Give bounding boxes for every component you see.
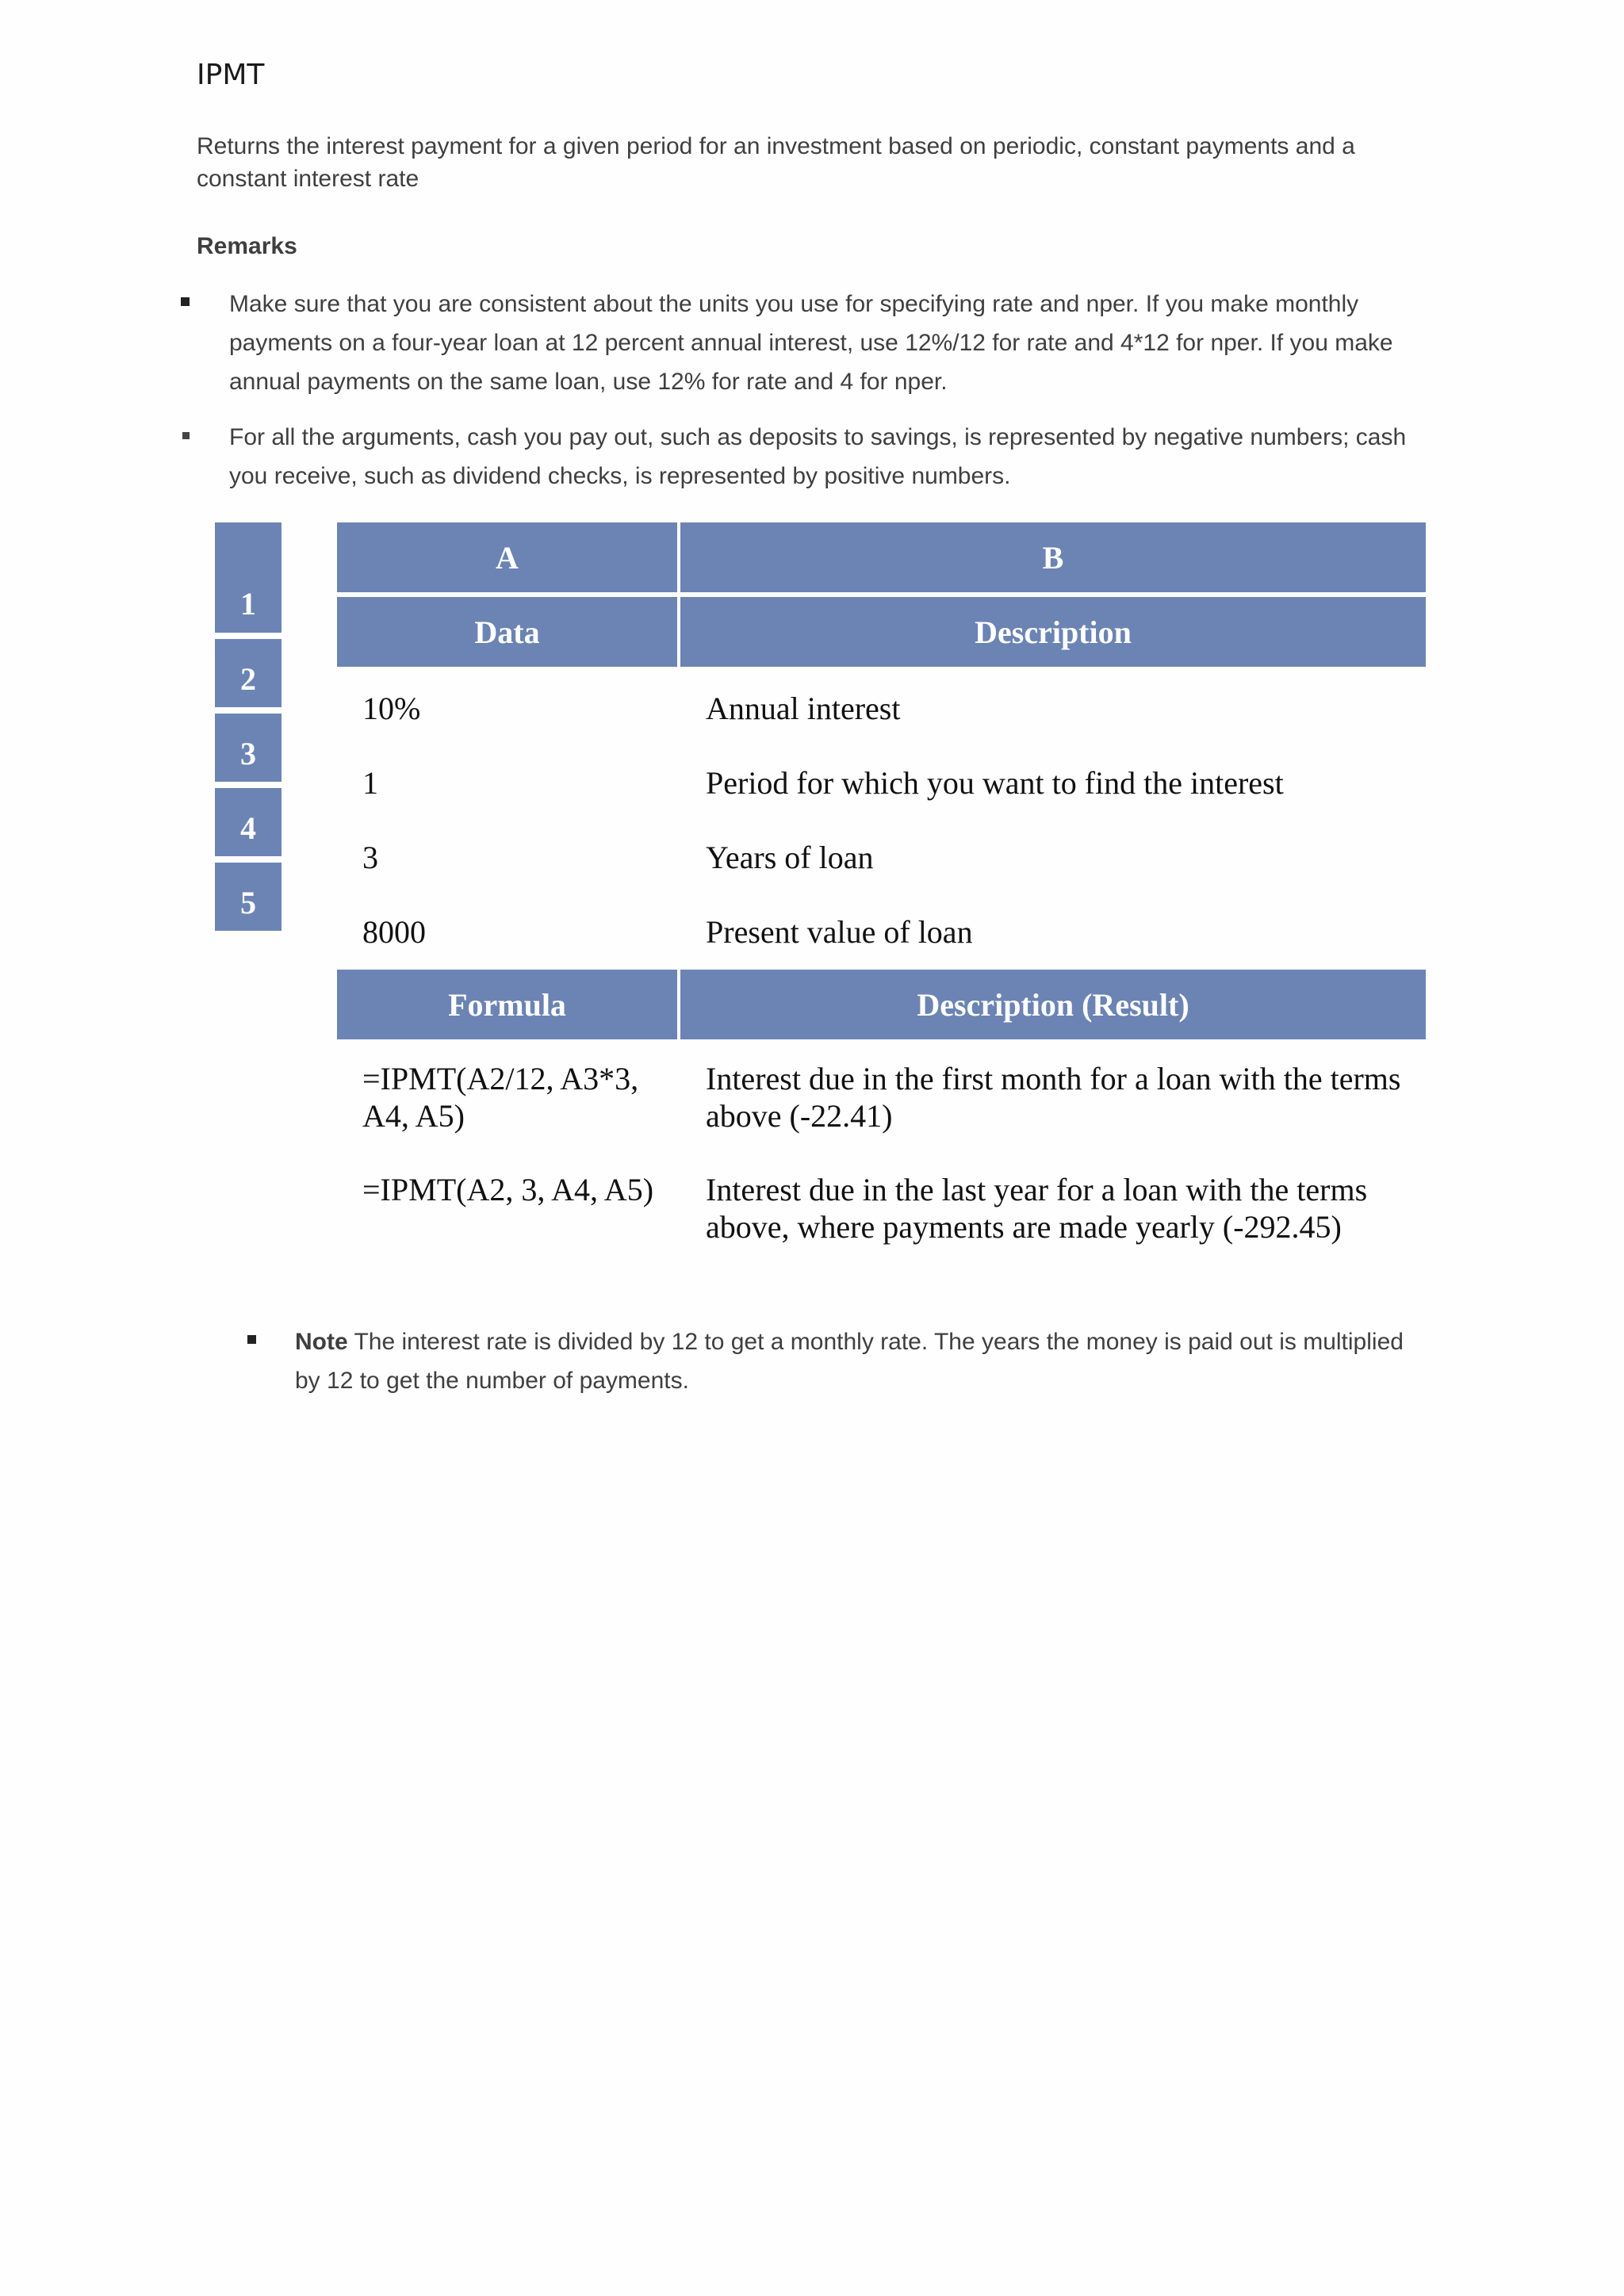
remark-item bbox=[181, 418, 1434, 496]
table-row bbox=[337, 821, 1426, 895]
result-description-cell: Interest due in the first month for a loan with the terms above (-22.41) bbox=[706, 1061, 1401, 1134]
table-cell: Annual interest bbox=[706, 691, 901, 726]
table-cell: Present value of loan bbox=[706, 914, 973, 950]
row-number: 3 bbox=[215, 714, 282, 782]
table-row bbox=[337, 746, 1426, 821]
intro-paragraph: Returns the interest payment for a given period for an investment based on periodic, constant payments and a constant interest rate bbox=[197, 133, 1355, 192]
note-label: Note bbox=[295, 1329, 348, 1355]
table-cell: 10% bbox=[362, 691, 421, 726]
column-header: B bbox=[680, 522, 1426, 592]
table-cell: Period for which you want to find the interest bbox=[706, 765, 1284, 801]
formula-row bbox=[337, 1171, 1426, 1282]
example-table bbox=[337, 522, 1426, 1282]
remark-text: For all the arguments, cash you pay out, such as deposits to savings, is represented by negative numbers; cash you receive, such as dividend checks, is represented by positive numbers. bbox=[229, 424, 1407, 489]
column-header-row bbox=[337, 522, 1426, 592]
table-row bbox=[337, 895, 1426, 970]
remark-item bbox=[181, 285, 1434, 401]
formula-header-row bbox=[337, 970, 1426, 1039]
table-header: Description (Result) bbox=[680, 970, 1426, 1039]
row-number: 4 bbox=[215, 788, 282, 856]
table-cell: 8000 bbox=[362, 914, 426, 950]
table-cell: Years of loan bbox=[706, 840, 874, 875]
formula-cell: =IPMT(A2/12, A3*3, A4, A5) bbox=[362, 1061, 639, 1134]
row-number-column bbox=[215, 522, 282, 937]
row-number: 2 bbox=[215, 639, 282, 707]
table-cell: 3 bbox=[362, 840, 378, 875]
note-body: The interest rate is divided by 12 to get a monthly rate. The years the money is paid out is multiplied by 12 to get the number of payments. bbox=[295, 1329, 1404, 1394]
page-title: IPMT bbox=[197, 59, 265, 91]
formula-cell: =IPMT(A2, 3, A4, A5) bbox=[362, 1172, 654, 1207]
table-row bbox=[337, 672, 1426, 746]
row-number: 1 bbox=[215, 522, 282, 633]
table-header: Formula bbox=[337, 970, 677, 1039]
table-header: Description bbox=[680, 597, 1426, 667]
formula-row bbox=[337, 1060, 1426, 1171]
data-header-row bbox=[337, 597, 1426, 667]
table-cell: 1 bbox=[362, 765, 378, 801]
note-text bbox=[295, 1322, 1434, 1400]
table-header: Data bbox=[337, 597, 677, 667]
remark-text: Make sure that you are consistent about the units you use for specifying rate and nper. If you make monthly payments on a four-year loan at 12 percent annual interest, use 12%/12 for rate and 4*12 for nper. If you make annual payments on the same loan, use 12% for rate and 4 for nper. bbox=[229, 291, 1393, 395]
row-number: 5 bbox=[215, 863, 282, 931]
column-header: A bbox=[337, 522, 677, 592]
remarks-heading: Remarks bbox=[197, 233, 297, 259]
result-description-cell: Interest due in the last year for a loan with the terms above, where payments are made yearly (-292.45) bbox=[706, 1172, 1368, 1245]
square-bullet-icon bbox=[247, 1335, 256, 1344]
square-bullet-icon bbox=[181, 297, 190, 306]
square-bullet-icon bbox=[182, 432, 190, 439]
note-item bbox=[244, 1322, 1434, 1400]
